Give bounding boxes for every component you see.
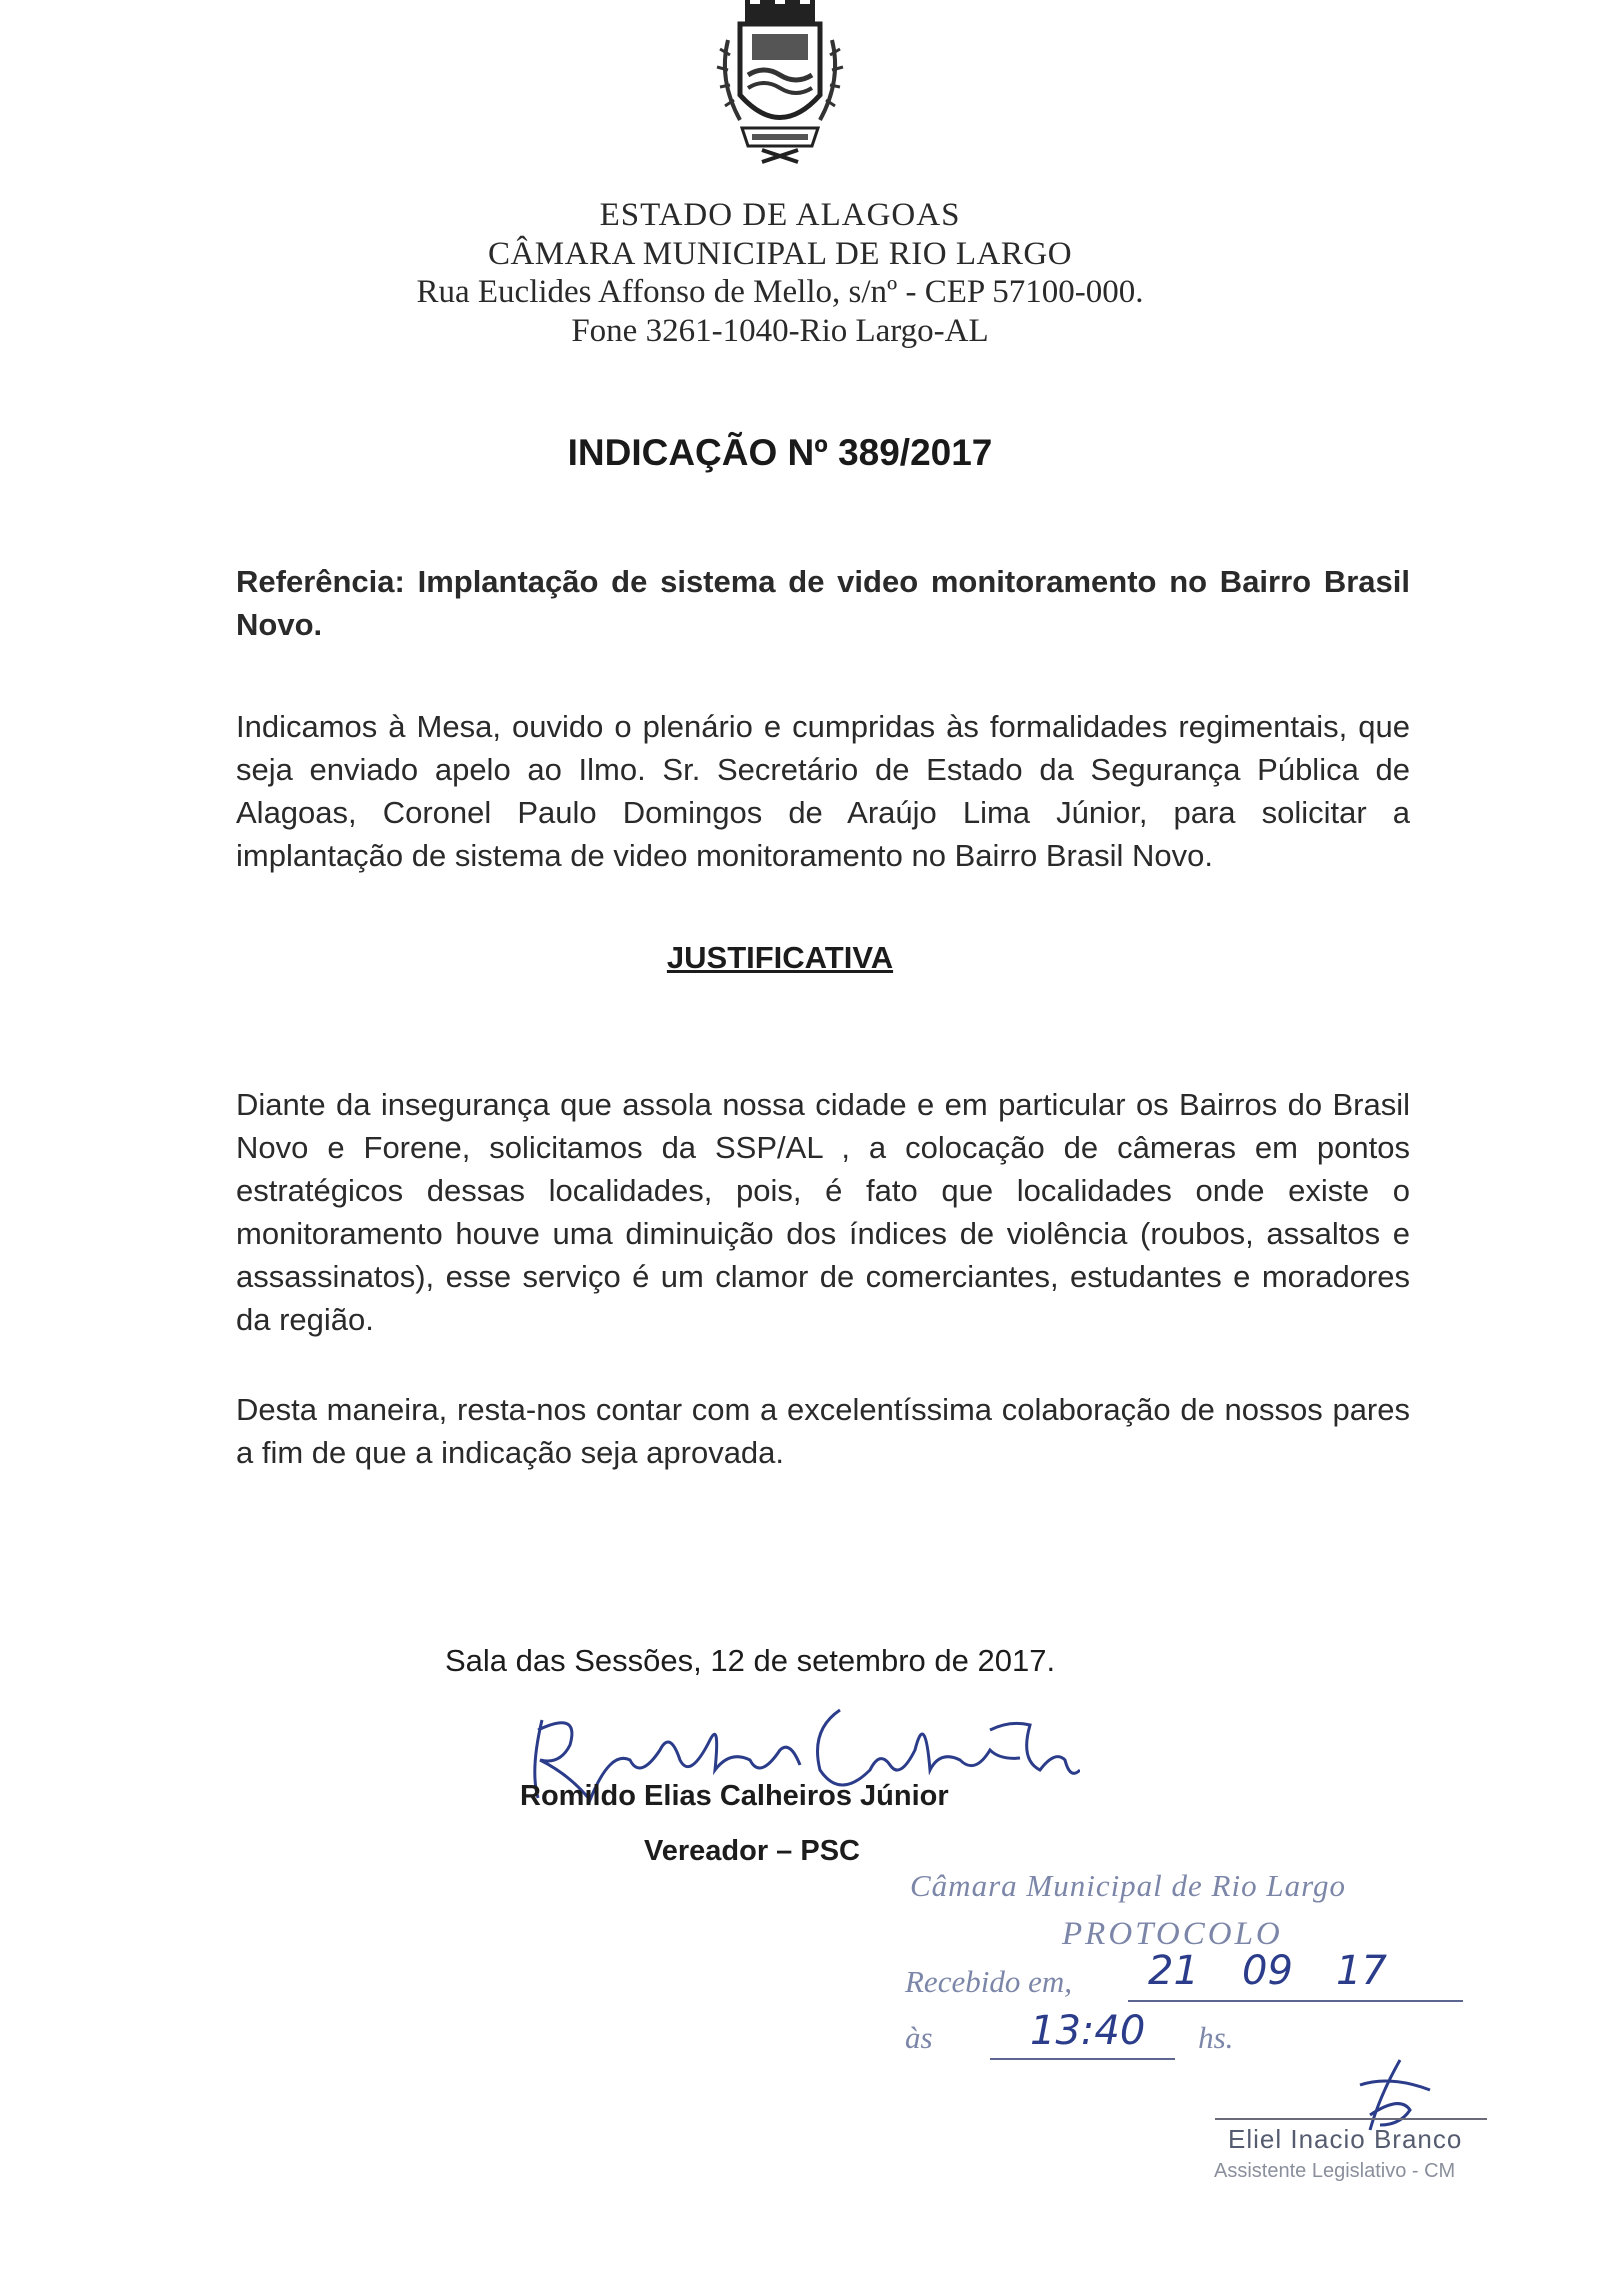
stamp-time-underline	[990, 2058, 1175, 2060]
body-paragraph-2	[138, 1083, 1410, 1341]
reference-text: Referência: Implantação de sistema de video monitoramento no Bairro Brasil Novo.	[236, 564, 1410, 642]
officer-rubric-signature	[1340, 2055, 1460, 2135]
header-address: Rua Euclides Affonso de Mello, s/nº - CEP 57100-000.	[416, 274, 1144, 310]
stamp-received-month: 09	[1242, 1948, 1293, 1994]
header-state: ESTADO DE ALAGOAS	[599, 197, 961, 233]
session-date: Sala das Sessões, 12 de setembro de 2017.	[445, 1643, 1056, 1678]
coat-of-arms-logo	[700, 0, 860, 168]
paragraph-2-text: Diante da insegurança que assola nossa cidade e em particular os Bairros do Brasil Novo e Forene, solicitamos da SSP/AL , a colocação de câmeras em pontos estratégicos dessas localidades, pois, é fato que localidades onde existe o monitoramento houve uma diminuição dos índices de violência (roubos, assaltos e assassinatos), esse serviço é um clamor de comerciantes, estudantes e moradores da região.	[236, 1087, 1410, 1337]
justificativa-heading: JUSTIFICATIVA	[666, 940, 894, 975]
stamp-received-day: 21	[1148, 1948, 1199, 1994]
stamp-chamber-name: Câmara Municipal de Rio Largo	[910, 1868, 1347, 1903]
document-title: INDICAÇÃO Nº 389/2017	[567, 432, 993, 473]
stamp-protocol-label: PROTOCOLO	[1062, 1916, 1283, 1952]
stamp-received-label: Recebido em,	[905, 1964, 1072, 1999]
stamp-officer-name: Eliel Inacio Branco	[1228, 2124, 1463, 2154]
stamp-officer-role: Assistente Legislativo - CM	[1214, 2160, 1456, 2182]
stamp-date-underline	[1128, 2000, 1463, 2002]
body-paragraph-3	[138, 1388, 1410, 1474]
stamp-time-suffix: hs.	[1198, 2020, 1234, 2055]
signer-role: Vereador – PSC	[644, 1835, 860, 1867]
header-chamber: CÂMARA MUNICIPAL DE RIO LARGO	[487, 236, 1073, 272]
paragraph-3-text: Desta maneira, resta-nos contar com a excelentíssima colaboração de nossos pares a fim de que a indicação seja aprovada.	[236, 1392, 1410, 1470]
stamp-received-year: 17	[1336, 1948, 1387, 1994]
stamp-received-time: 13:40	[1030, 2008, 1146, 2054]
reference-paragraph	[138, 560, 1410, 646]
body-paragraph-1	[138, 705, 1410, 877]
paragraph-1-text: Indicamos à Mesa, ouvido o plenário e cumpridas às formalidades regimentais, que seja enviado apelo ao Ilmo. Sr. Secretário de Estado da Segurança Pública de Alagoas, Coronel Paulo Domingos de Araújo Lima Júnior, para solicitar a implantação de sistema de video monitoramento no Bairro Brasil Novo.	[236, 709, 1410, 873]
stamp-signature-line	[1215, 2118, 1487, 2120]
stamp-time-prefix: às	[905, 2020, 933, 2055]
header-phone: Fone 3261-1040-Rio Largo-AL	[571, 313, 989, 349]
signer-name: Romildo Elias Calheiros Júnior	[520, 1780, 949, 1812]
